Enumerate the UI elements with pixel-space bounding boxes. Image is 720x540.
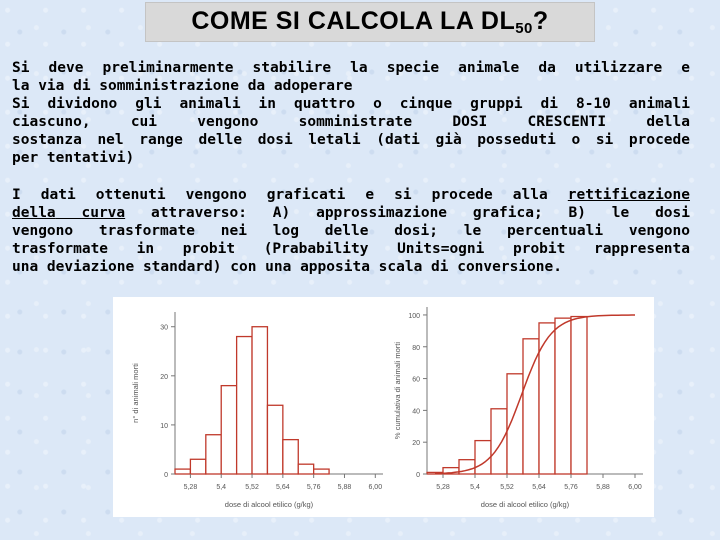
para1-line: Si dividono gli animali in quattro o cinque gruppi di 8-10 animali (12, 96, 690, 112)
underlined-space (56, 205, 82, 221)
chart2-bar (539, 323, 555, 474)
chart2-y-tick-label: 0 (416, 472, 420, 479)
paragraph-graph-method (12, 186, 690, 276)
chart1-y-axis-label: n° di animali morti (131, 363, 140, 423)
paragraph-procedure (12, 59, 690, 167)
chart1-x-axis-label: dose di alcool etilico (g/kg) (224, 500, 314, 509)
chart1-bar (190, 459, 205, 474)
para1-line: la via di somministrazione da adoperare (12, 78, 353, 94)
underlined-term: della (12, 205, 56, 221)
para1-line: sostanza nel range delle dosi letali (dati già posseduti o si procede (12, 132, 690, 148)
para2-line-4: trasformate in probit (Prabability Units=ogni probit rappresenta (12, 241, 690, 257)
para2-text: I dati ottenuti vengono graficati e si procede alla (12, 187, 568, 203)
chart2-x-tick-label: 5,88 (596, 484, 610, 491)
underlined-term: rettificazione (567, 187, 690, 203)
chart1-bar (267, 405, 282, 474)
chart2-bar (491, 409, 507, 474)
para2-text: attraverso: A) approssimazione grafica; B) le dosi (125, 205, 690, 221)
chart1-x-tick-label: 5,88 (337, 484, 352, 491)
chart1-x-tick-label: 5,4 (216, 484, 227, 491)
chart1-x-tick-label: 5,76 (306, 484, 321, 491)
title-main: COME SI CALCOLA LA DL (191, 7, 516, 35)
chart2-x-axis-label: dose di alcool etilico (g/kg) (480, 500, 570, 509)
charts-figure (113, 297, 654, 517)
chart1-y-tick-label: 20 (160, 373, 168, 381)
charts-panel (113, 297, 654, 517)
chart2-x-tick-label: 5,4 (470, 484, 480, 491)
chart1-bar (283, 440, 298, 474)
chart1-bar (314, 469, 329, 474)
chart2-y-tick-label: 100 (408, 312, 420, 320)
chart2-x-tick-label: 6,00 (628, 484, 642, 491)
chart1-x-tick-label: 5,28 (183, 484, 198, 491)
chart2-x-tick-label: 5,28 (436, 484, 450, 491)
para2-line-2 (12, 204, 690, 222)
chart1-x-tick-label: 6,00 (368, 484, 383, 491)
para1-line: Si deve preliminarmente stabilire la specie animale da utilizzare e (12, 60, 690, 76)
chart2-y-tick-label: 40 (412, 408, 420, 416)
chart1-bar (175, 469, 190, 474)
para2-line-5: una deviazione standard) con una apposita scala di conversione. (12, 259, 562, 275)
chart2-bar (555, 318, 571, 474)
title-subscript: 50 (515, 20, 533, 37)
chart2-x-tick-label: 5,64 (532, 484, 546, 491)
chart1-y-tick-label: 0 (164, 472, 168, 479)
chart2-y-tick-label: 80 (412, 344, 420, 352)
chart2-bar (475, 441, 491, 474)
chart2-bar (523, 339, 539, 474)
slide-title (191, 7, 548, 37)
chart2-bar (507, 374, 523, 474)
chart1-x-tick-label: 5,64 (276, 484, 290, 491)
chart1-bar (252, 327, 267, 474)
title-box (145, 2, 595, 42)
chart1-bar (206, 435, 221, 474)
chart1-bar (237, 337, 252, 474)
chart1-bar (221, 386, 236, 474)
para2-line-3: vengono trasformate nei log delle dosi; le percentuali vengono (12, 223, 690, 239)
chart1-y-tick-label: 30 (160, 324, 168, 332)
para2-line-1 (12, 186, 690, 204)
chart2-y-tick-label: 20 (412, 440, 420, 448)
chart1-bar (298, 464, 313, 474)
chart2-x-tick-label: 5,76 (564, 484, 578, 491)
para1-line: per tentativi) (12, 150, 135, 166)
chart2-y-tick-label: 60 (412, 376, 420, 384)
chart1-y-tick-label: 10 (160, 422, 168, 430)
chart2-y-axis-label: % cumulativa di animali morti (393, 341, 402, 440)
para1-line: ciascuno, cui vengono somministrate DOSI CRESCENTI della (12, 114, 690, 130)
underlined-term: curva (81, 205, 126, 221)
chart2-x-tick-label: 5,52 (500, 484, 514, 491)
chart1-x-tick-label: 5,52 (245, 484, 259, 491)
title-question-mark: ? (532, 7, 549, 35)
chart2-bar (571, 317, 587, 474)
